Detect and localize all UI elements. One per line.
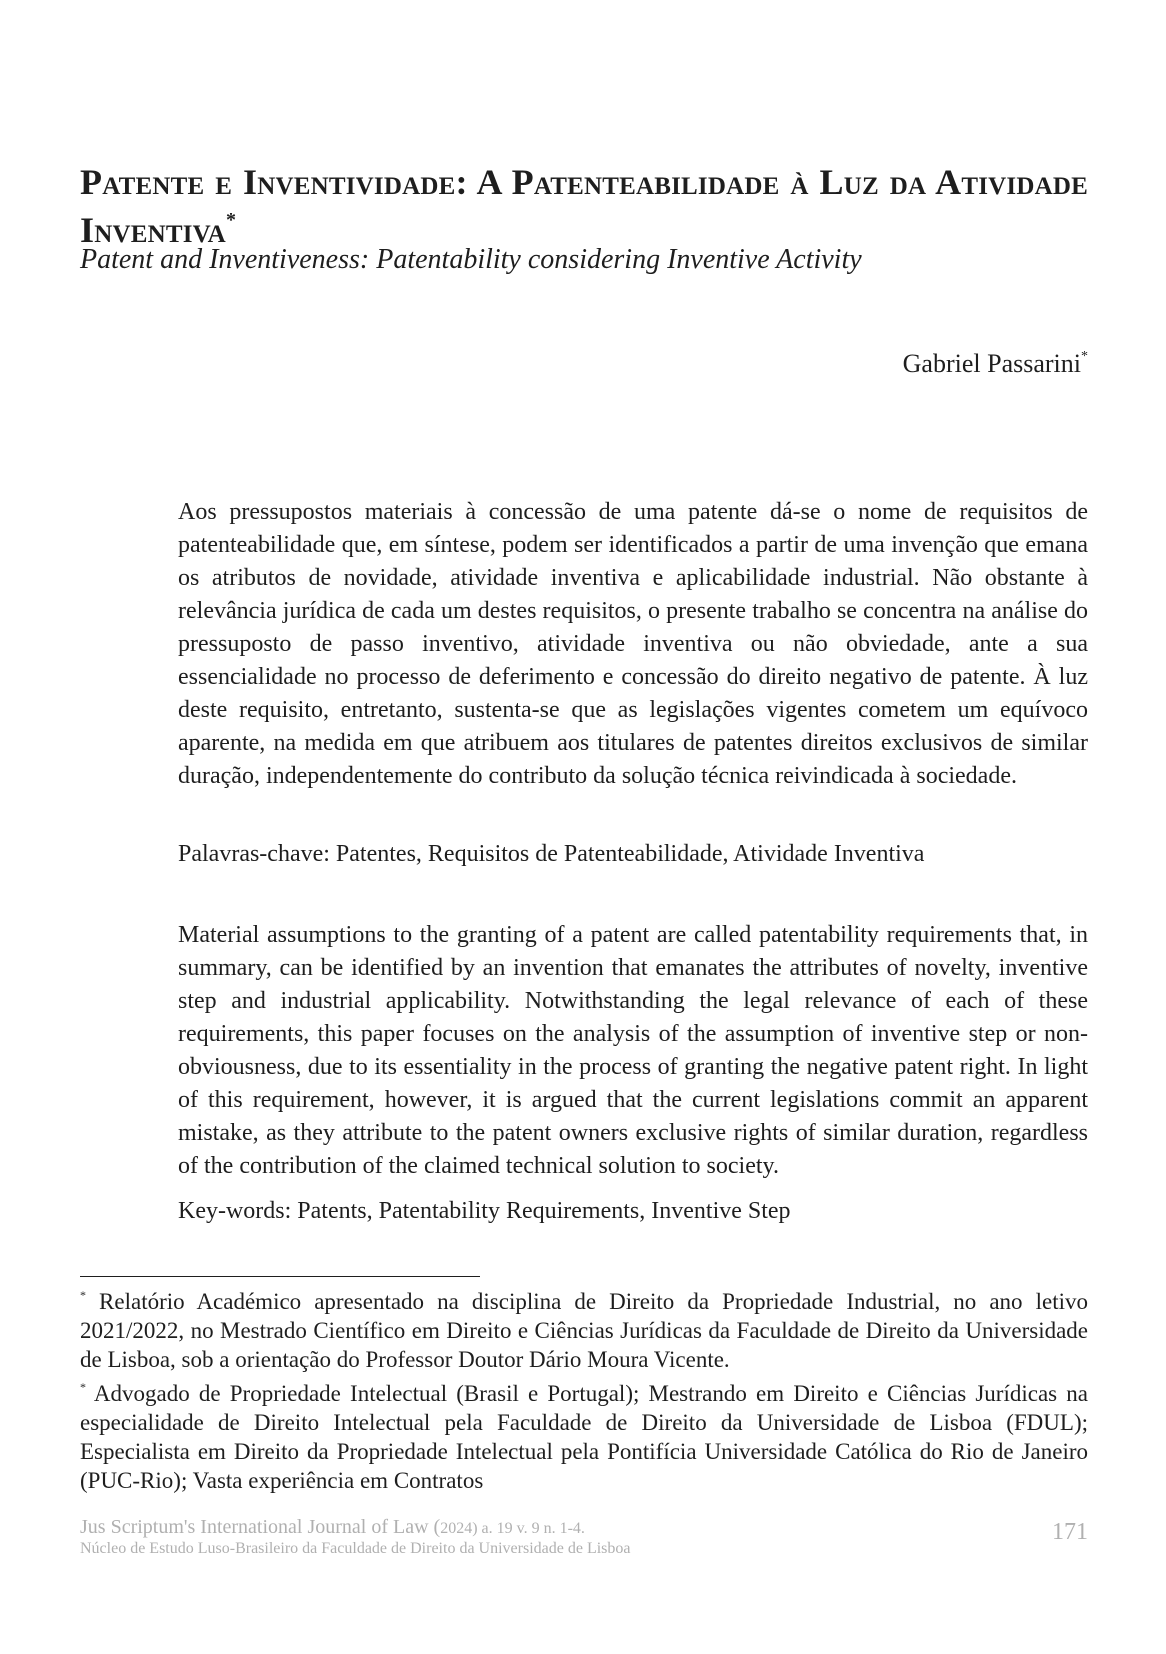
paper-subtitle: Patent and Inventiveness: Patentability considering Inventive Activity — [80, 244, 862, 275]
page-number: 171 — [1052, 1519, 1088, 1545]
paper-title-text: Patente e Inventividade: A Patenteabilidade à Luz da Atividade Inventiva — [80, 162, 1088, 251]
abstract-english: Material assumptions to the granting of a patent are called patentability requirements that, in summary, can be identified by an invention that emanates the attributes of novelty, inventive step and industrial applicability. Notwithstanding the legal relevance of each of these requirements, this paper focuses on the analysis of the assumption of inventive step or non-obviousness, due to its essentiality in the process of granting the negative patent right. In light of this requirement, however, it is argued that the current legislations commit an apparent mistake, as they attribute to the patent owners exclusive rights of similar duration, regardless of the contribution of the claimed technical solution to society. — [178, 922, 1088, 1179]
keywords-english: Key-words: Patents, Patentability Requirements, Inventive Step — [178, 1198, 791, 1224]
journal-citation — [80, 1515, 585, 1541]
footnote-divider — [80, 1276, 480, 1277]
footnote-1-text: Relatório Académico apresentado na disciplina de Direito da Propriedade Industrial, no ano letivo 2021/2022, no Mestrado Científico em Direito e Ciências Jurídicas da Faculdade de Direito da Universidade de Lisboa, sob a orientação do Professor Doutor Dário Moura Vicente. — [80, 1289, 1088, 1372]
footnote-1 — [80, 1287, 1088, 1374]
journal-issue: ) a. 19 v. 9 n. 1-4. — [472, 1520, 585, 1537]
journal-year: 2024 — [440, 1520, 473, 1537]
abstract-portuguese: Aos pressupostos materiais à concessão de uma patente dá-se o nome de requisitos de patenteabilidade que, em síntese, podem ser identificados a partir de uma invenção que emana os atributos de novidade, atividade inventiva e aplicabilidade industrial. Não obstante à relevância jurídica de cada um destes requisitos, o presente trabalho se concentra na análise do pressuposto de passo inventivo, atividade inventiva ou não obviedade, ante a sua essencialidade no processo de deferimento e concessão do direito negativo de patente. À luz deste requisito, entretanto, sustenta-se que as legislações vigentes cometem um equívoco aparente, na medida em que atribuem aos titulares de patentes direitos exclusivos de similar duração, independentemente do contributo da solução técnica reivindicada à sociedade. — [178, 499, 1088, 789]
footnote-2-text: Advogado de Propriedade Intelectual (Brasil e Portugal); Mestrando em Direito e Ciências Jurídicas na especialidade de Direito Intelectual pela Faculdade de Direito da Universidade de Lisboa (FDUL); Especialista em Direito da Propriedade Intelectual pela Pontifícia Universidade Católica do Rio de Janeiro (PUC-Rio); Vasta experiência em Contratos — [80, 1381, 1088, 1493]
paper-title — [80, 158, 1088, 254]
footnote-2-marker: * — [80, 1380, 86, 1394]
journal-name: Jus Scriptum's International Journal of Law ( — [80, 1516, 441, 1538]
author-name: Gabriel Passarini — [902, 349, 1081, 378]
journal-institution: Núcleo de Estudo Luso-Brasileiro da Faculdade de Direito da Universidade de Lisboa — [80, 1540, 631, 1557]
footnote-1-marker: * — [80, 1288, 86, 1302]
title-footnote-marker[interactable]: * — [225, 209, 237, 232]
footnote-2 — [80, 1379, 1088, 1495]
author-byline — [903, 348, 1088, 380]
keywords-portuguese: Palavras-chave: Patentes, Requisitos de Patenteabilidade, Atividade Inventiva — [178, 841, 925, 867]
author-footnote-marker[interactable]: * — [1081, 349, 1088, 364]
